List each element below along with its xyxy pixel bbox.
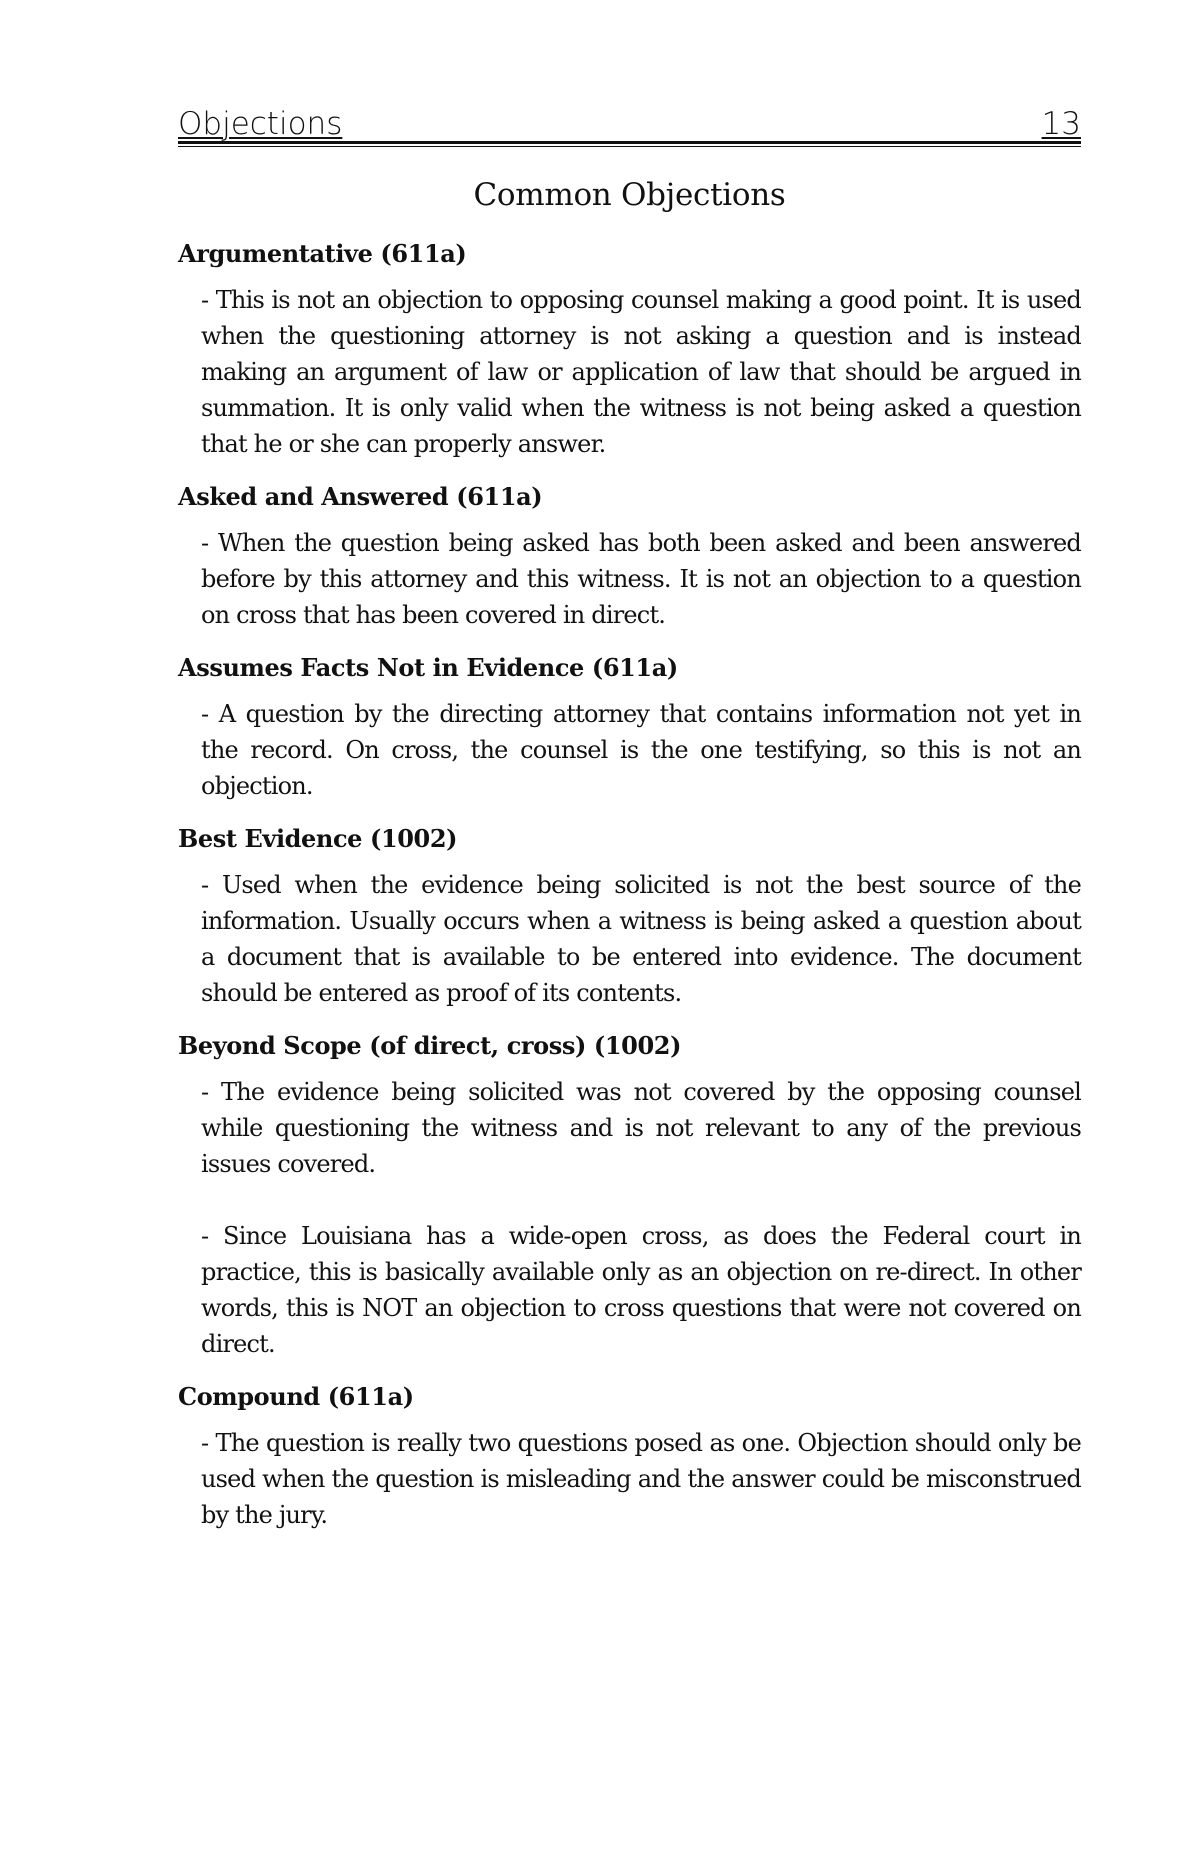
objection-description: - The evidence being solicited was not covered by the opposing counsel while questioning the witness and is not relevant to any of the previous issues covered.	[201, 1078, 1081, 1178]
document-page	[178, 102, 1081, 1553]
objection-description: - A question by the directing attorney that contains information not yet in the record. On cross, the counsel is the one testifying, so this is not an objection.	[201, 700, 1081, 800]
page-title: Common Objections	[473, 177, 786, 213]
objection-description: - Used when the evidence being solicited is not the best source of the information. Usually occurs when a witness is being asked a question about a document that is available to be entered into evidence. The document should be entered as proof of its contents.	[201, 871, 1081, 1007]
objection-heading: Argumentative (611a)	[178, 239, 467, 268]
objection-entry	[178, 1382, 1081, 1533]
header-section-title: Objections	[178, 106, 343, 142]
objection-entry	[178, 1031, 1081, 1362]
objection-description: - Since Louisiana has a wide-open cross, as does the Federal court in practice, this is basically available only as an objection on re-direct. In other words, this is NOT an objection to cross questions that were not covered on direct.	[201, 1222, 1081, 1358]
objection-description: - When the question being asked has both been asked and been answered before by this attorney and this witness. It is not an objection to a question on cross that has been covered in direct.	[201, 529, 1081, 629]
running-header	[178, 102, 1081, 140]
objection-entry	[178, 653, 1081, 804]
objection-description: - This is not an objection to opposing counsel making a good point. It is used when the questioning attorney is not asking a question and is instead making an argument of law or application of law that should be argued in summation. It is only valid when the witness is not being asked a question that he or she can properly answer.	[201, 286, 1081, 458]
objection-heading: Beyond Scope (of direct, cross) (1002)	[178, 1031, 682, 1060]
header-page-number: 13	[1041, 106, 1081, 142]
objection-heading: Asked and Answered (611a)	[178, 482, 543, 511]
objection-entry	[178, 482, 1081, 633]
objection-heading: Assumes Facts Not in Evidence (611a)	[178, 653, 678, 682]
objection-entry	[178, 824, 1081, 1011]
objection-heading: Best Evidence (1002)	[178, 824, 458, 853]
objection-heading: Compound (611a)	[178, 1382, 414, 1411]
objection-entry	[178, 239, 1081, 462]
objection-description: - The question is really two questions posed as one. Objection should only be used when the question is misleading and the answer could be misconstrued by the jury.	[201, 1429, 1081, 1529]
